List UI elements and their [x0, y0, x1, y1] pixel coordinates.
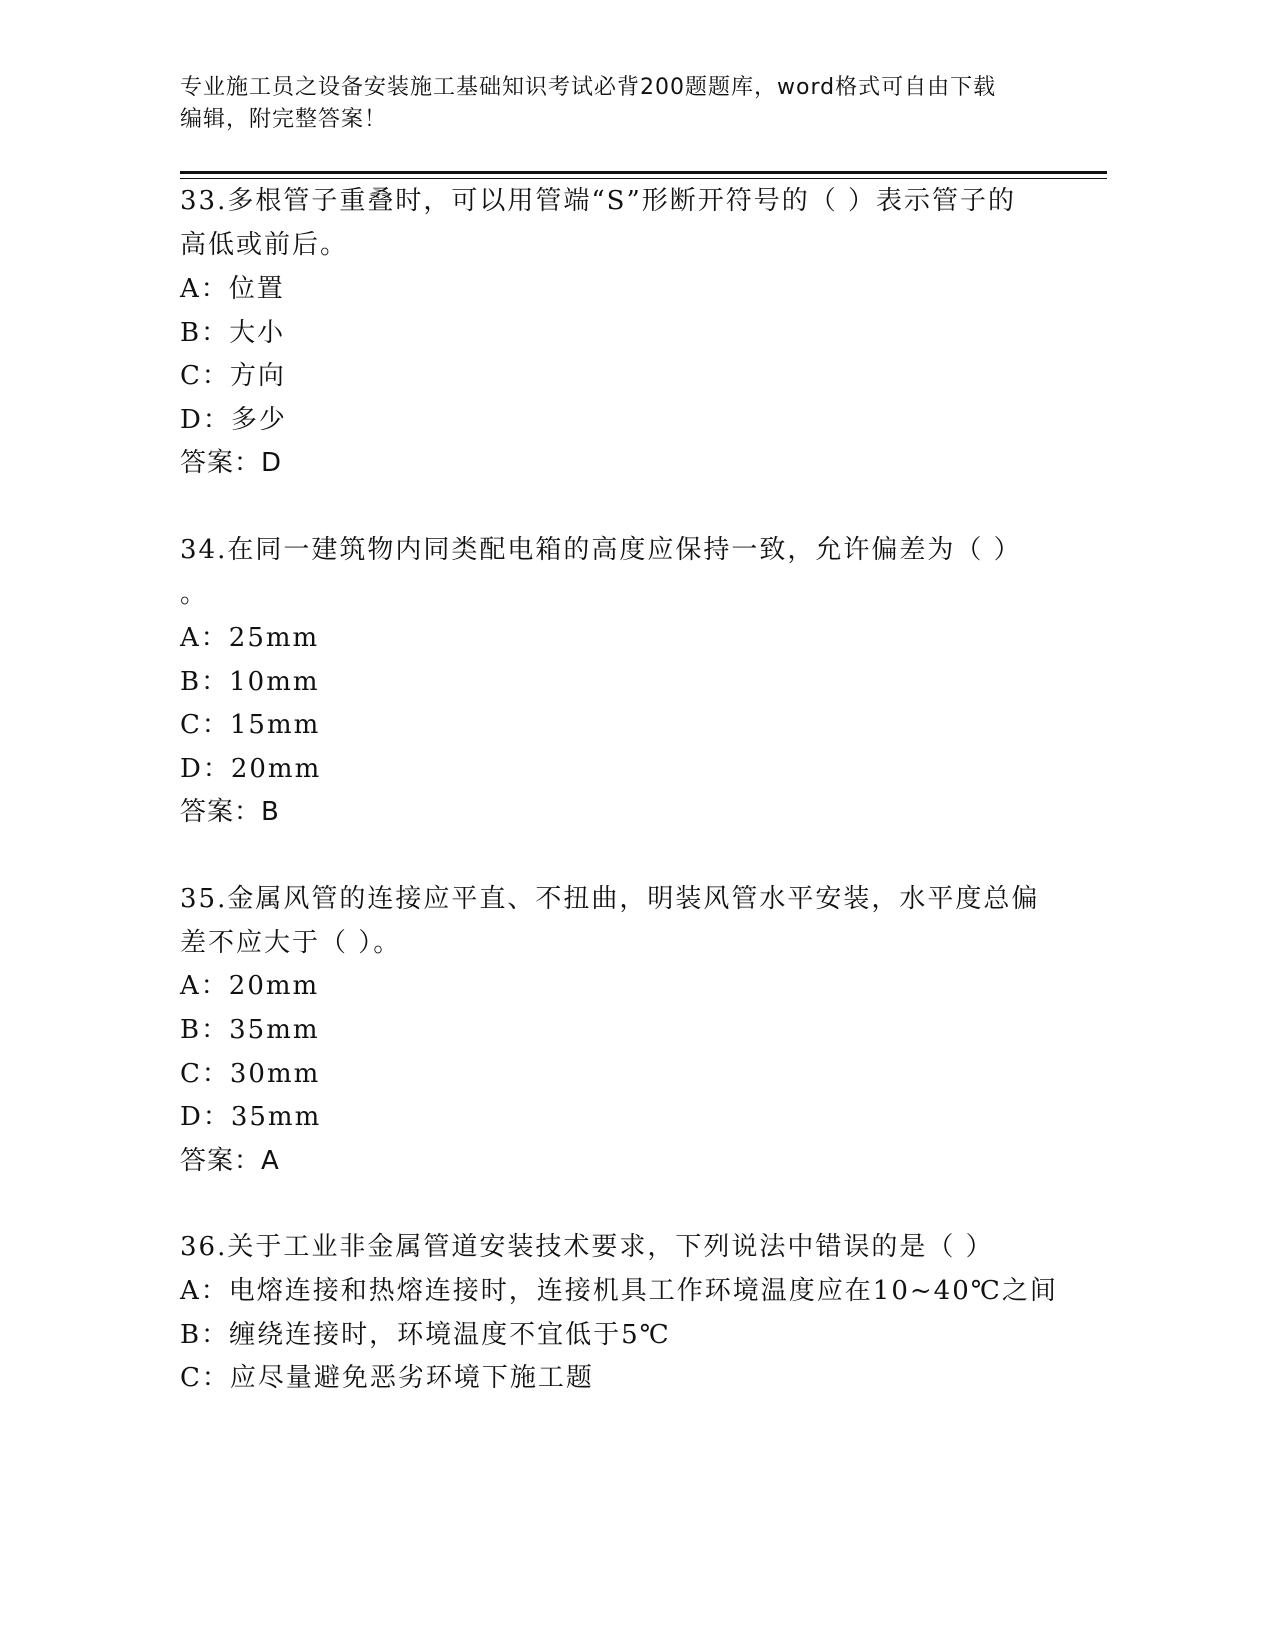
document-header	[180, 72, 1060, 136]
question-33-option-d: D：多少	[180, 405, 287, 435]
question-36-stem-line-1: 36.关于工业非金属管道安装技术要求，下列说法中错误的是（ ）	[180, 1232, 994, 1262]
question-33-option-b: B：大小	[180, 318, 286, 348]
question-33-stem-line-2: 高低或前后。	[180, 230, 349, 260]
question-34-stem-line-1: 34.在同一建筑物内同类配电箱的高度应保持一致，允许偏差为（ ）	[180, 535, 1022, 565]
question-35-option-d: D：35mm	[180, 1102, 322, 1132]
question-34-option-a: A：25mm	[180, 623, 320, 653]
header-divider-thin	[180, 178, 1107, 179]
question-36-option-a: A：电熔连接和热熔连接时，连接机具工作环境温度应在10~40℃之间	[180, 1276, 1058, 1306]
question-34-option-b: B：10mm	[180, 667, 320, 697]
question-36-option-c: C：应尽量避免恶劣环境下施工题	[180, 1363, 594, 1393]
question-34-answer: 答案：B	[180, 797, 280, 827]
question-35-option-a: A：20mm	[180, 971, 320, 1001]
question-33-option-a: A：位置	[180, 274, 285, 304]
question-34-option-c: C：15mm	[180, 710, 321, 740]
question-36-option-b: B：缠绕连接时，环境温度不宜低于5℃	[180, 1320, 671, 1350]
header-title-line-2: 编辑，附完整答案！	[180, 107, 388, 132]
question-33-stem-line-1: 33.多根管子重叠时，可以用管端“S”形断开符号的（ ）表示管子的	[180, 186, 1017, 216]
header-divider-thick	[180, 171, 1107, 174]
question-35-stem-line-2: 差不应大于（ ）。	[180, 928, 402, 958]
header-title-line-1: 专业施工员之设备安装施工基础知识考试必背200题题库，word格式可自由下载	[180, 75, 997, 100]
question-35-option-b: B：35mm	[180, 1015, 320, 1045]
question-34-stem-line-2: 。	[180, 579, 209, 609]
question-33-option-c: C：方向	[180, 361, 286, 391]
question-35-option-c: C：30mm	[180, 1059, 321, 1089]
question-33-answer: 答案：D	[180, 448, 283, 478]
question-34-option-d: D：20mm	[180, 754, 322, 784]
question-35-answer: 答案：A	[180, 1146, 280, 1176]
question-35-stem-line-1: 35.金属风管的连接应平直、不扭曲，明装风管水平安装，水平度总偏	[180, 884, 1040, 914]
